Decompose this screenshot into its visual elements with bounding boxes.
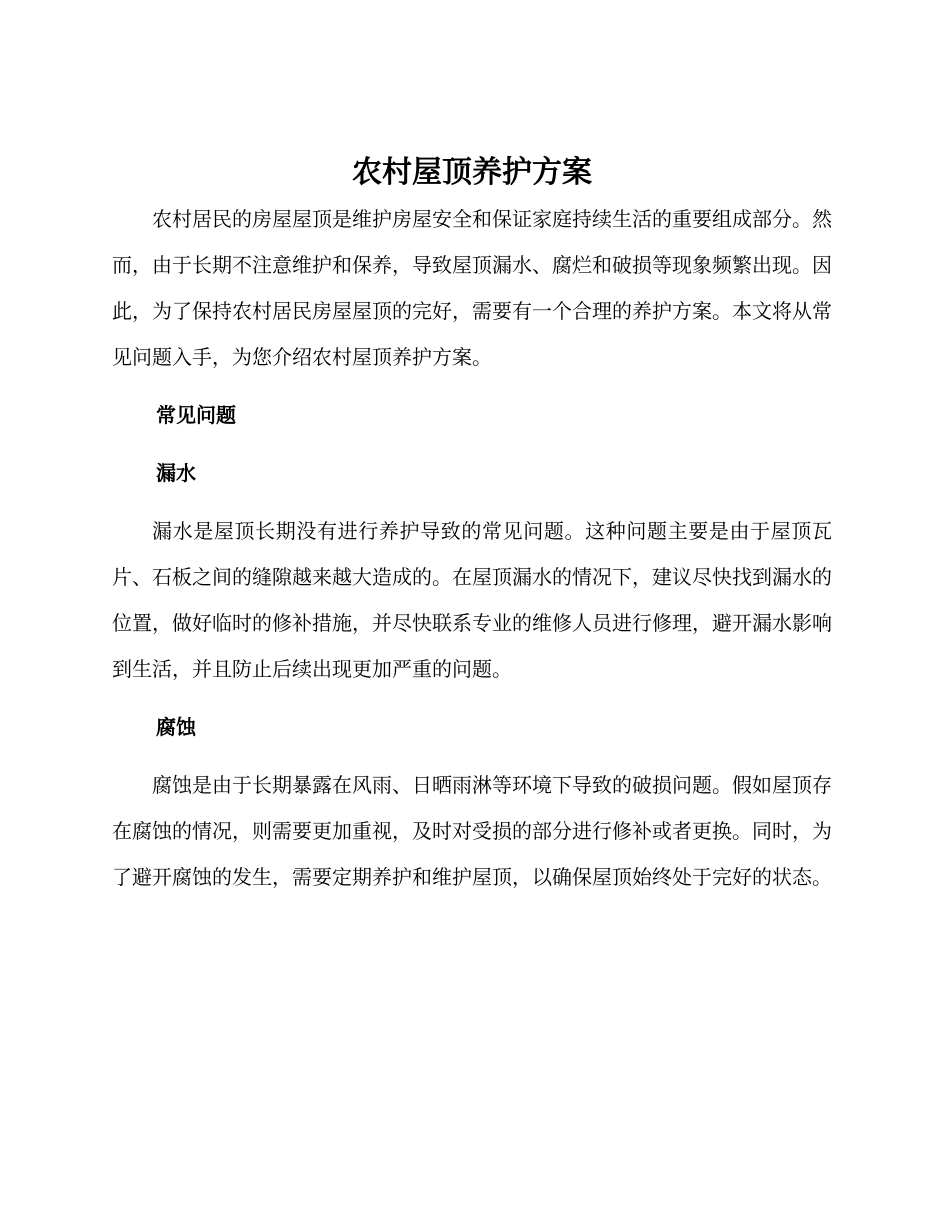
document-content [112, 150, 832, 900]
document-title: 农村屋顶养护方案 [352, 155, 592, 190]
section-heading-common-problems: 常见问题 [156, 403, 236, 427]
spacer [112, 750, 832, 762]
intro-paragraph: 农村居民的房屋屋顶是维护房屋安全和保证家庭持续生活的重要组成部分。然而，由于长期不注意维护和保养，导致屋顶漏水、腐烂和破损等现象频繁出现。因此，为了保持农村居民房屋屋顶的完好，需要有一个合理的养护方案。本文将从常见问题入手，为您介绍农村屋顶养护方案。 [112, 207, 832, 369]
subsection-heading-corrosion: 腐蚀 [156, 715, 196, 739]
spacer [112, 496, 832, 508]
spacer [112, 438, 832, 450]
subsection-heading-leak: 漏水 [156, 461, 196, 485]
corrosion-paragraph: 腐蚀是由于长期暴露在风雨、日晒雨淋等环境下导致的破损问题。假如屋顶存在腐蚀的情况，则需要更加重视，及时对受损的部分进行修补或者更换。同时，为了避开腐蚀的发生，需要定期养护和维护屋顶，以确保屋顶始终处于完好的状态。 [112, 773, 832, 889]
spacer [112, 380, 832, 392]
leak-paragraph: 漏水是屋顶长期没有进行养护导致的常见问题。这种问题主要是由于屋顶瓦片、石板之间的缝隙越来越大造成的。在屋顶漏水的情况下，建议尽快找到漏水的位置，做好临时的修补措施，并尽快联系专业的维修人员进行修理，避开漏水影响到生活，并且防止后续出现更加严重的问题。 [112, 519, 832, 681]
spacer [112, 692, 832, 704]
